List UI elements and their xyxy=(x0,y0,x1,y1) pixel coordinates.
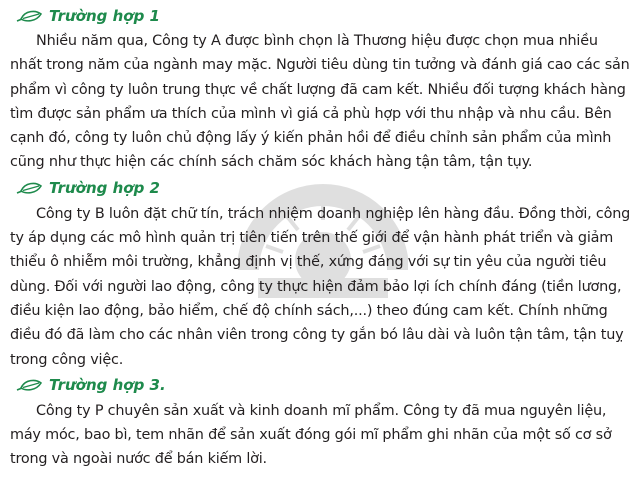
leaf-icon xyxy=(16,378,42,392)
case-3-heading xyxy=(16,372,641,399)
case-2-heading xyxy=(16,175,641,202)
leaf-icon xyxy=(16,9,42,23)
case-1 xyxy=(10,2,641,175)
case-1-text: Nhiều năm qua, Công ty A được bình chọn là Thương hiệu được chọn mua nhiều nhất trong năm của ngành may mặc. Người tiêu dùng tin tưởng và đánh giá cao các sản phẩm vì công ty luôn trung thực về chất lượng đã cam kết. Nhiều đối tượng khách hàng tìm được sản phẩm ưa thích của mình vì giá cả phù hợp với thu nhập và nhu cầu. Bên cạnh đó, công ty luôn chủ động lấy ý kiến phản hồi để điều chỉnh sản phẩm của mình cũng như thực hiện các chính sách chăm sóc khách hàng tận tâm, tận tụy. xyxy=(10,33,630,171)
case-2 xyxy=(10,175,641,372)
case-3-title: Trường hợp 3. xyxy=(49,376,166,395)
case-1-heading xyxy=(16,2,641,29)
case-2-title: Trường hợp 2 xyxy=(49,179,160,198)
case-1-title: Trường hợp 1 xyxy=(49,6,160,25)
case-2-text: Công ty B luôn đặt chữ tín, trách nhiệm doanh nghiệp lên hàng đầu. Đồng thời, công ty áp dụng các mô hình quản trị tiên tiến trên thế giới để vận hành phát triển và giảm thiểu ô nhiễm môi trường, khẳng định vị thế, xứng đáng với sự tin yêu của người tiêu dùng. Đối với người lao động, công ty thực hiện đảm bảo lợi ích chính đáng (tiền lương, điều kiện lao động, bảo hiểm, chế độ chính sách,...) theo đúng cam kết. Chính những điều đó đã làm cho các nhân viên trong công ty gắn bó lâu dài và luôn tận tâm, tận tuỵ trong công việc. xyxy=(10,205,631,368)
case-3 xyxy=(10,372,641,472)
case-3-text: Công ty P chuyên sản xuất và kinh doanh mĩ phẩm. Công ty đã mua nguyên liệu, máy móc, bao bì, tem nhãn để sản xuất đóng gói mĩ phẩm ghi nhãn của một số cơ sở trong và ngoài nước để bán kiếm lời. xyxy=(10,402,612,468)
leaf-icon xyxy=(16,181,42,195)
